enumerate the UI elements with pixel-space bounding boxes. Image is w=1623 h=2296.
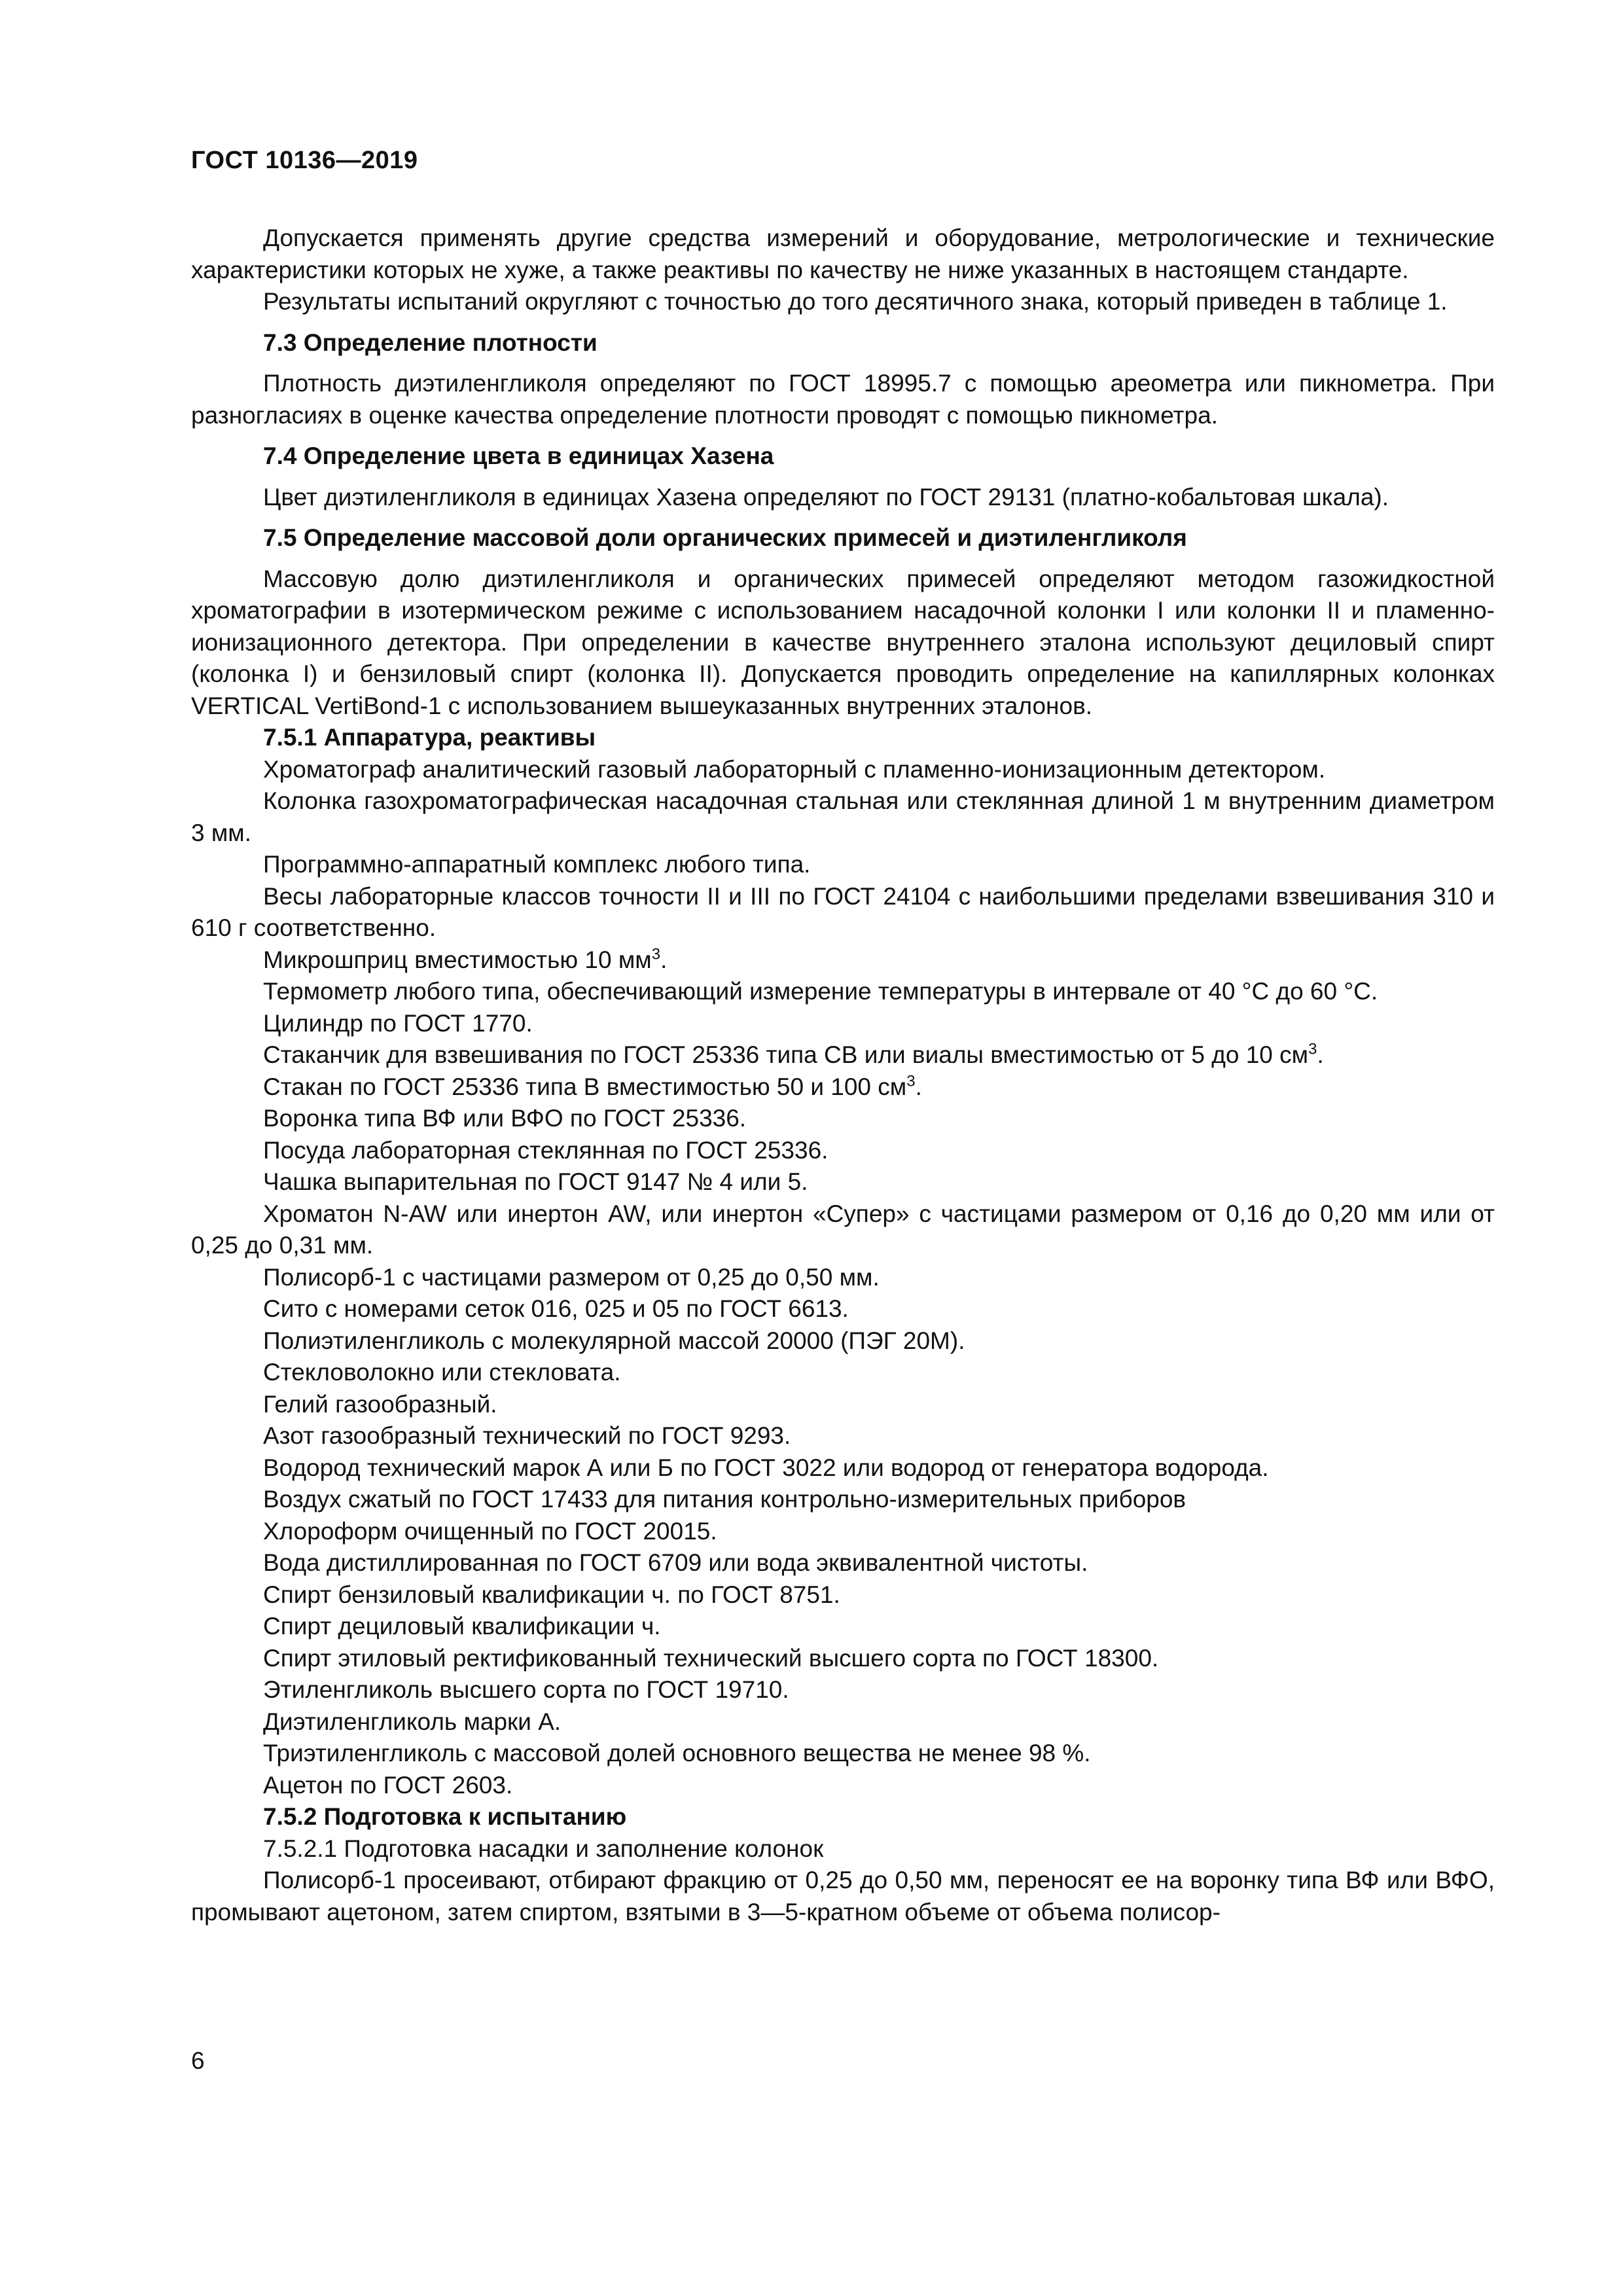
list-item: Гелий газообразный. [263, 1390, 497, 1418]
list-item: Спирт бензиловый квалификации ч. по ГОСТ 8751. [263, 1581, 840, 1608]
list-item-text: . [660, 946, 668, 973]
list-item: Программно-аппаратный комплекс любого типа. [263, 851, 811, 878]
list-item: Воронка типа ВФ или ВФО по ГОСТ 25336. [263, 1105, 747, 1132]
list-item: Стекловолокно или стекловата. [263, 1359, 621, 1386]
section-heading-7-5: 7.5 Определение массовой доли органических примесей и диэтиленгликоля [263, 524, 1187, 551]
list-item: Хроматограф аналитический газовый лабораторный с пламенно-ионизационным детектором. [263, 755, 1326, 783]
list-item: Хроматон N-AW или инертон AW, или инертон «Супер» с частицами размером от 0,16 до 0,20 мм или от 0,25 до 0,31 мм. [191, 1200, 1495, 1259]
list-item: Этиленгликоль высшего сорта по ГОСТ 19710. [263, 1676, 789, 1703]
section-heading-7-5-1: 7.5.1 Аппаратура, реактивы [263, 724, 596, 751]
list-item: Азот газообразный технический по ГОСТ 9293. [263, 1422, 791, 1449]
page-number: 6 [191, 2047, 205, 2074]
paragraph: Полисорб-1 просеивают, отбирают фракцию от 0,25 до 0,50 мм, переносят ее на воронку типа ВФ или ВФО, промывают ацетоном, затем спиртом, взятыми в 3—5-кратном объеме от объема полисор- [191, 1867, 1495, 1926]
list-item: Воздух сжатый по ГОСТ 17433 для питания контрольно-измерительных приборов [263, 1486, 1186, 1513]
list-item-text: Стаканчик для взвешивания по ГОСТ 25336 типа СВ или виалы вместимостью от 5 до 10 см [263, 1041, 1309, 1068]
list-item-text: . [1317, 1041, 1324, 1068]
list-item: Полиэтиленгликоль с молекулярной массой 20000 (ПЭГ 20М). [263, 1327, 965, 1354]
superscript: 3 [651, 945, 661, 963]
list-item [191, 1071, 1495, 1103]
list-item: Ацетон по ГОСТ 2603. [263, 1771, 513, 1799]
paragraph: Цвет диэтиленгликоля в единицах Хазена определяют по ГОСТ 29131 (платно-кобальтовая шкала). [263, 483, 1389, 511]
list-item: Диэтиленгликоль марки А. [263, 1708, 562, 1735]
superscript: 3 [906, 1072, 916, 1090]
list-item: Цилиндр по ГОСТ 1770. [263, 1009, 533, 1037]
page-body [191, 223, 1495, 1928]
list-item [191, 1039, 1495, 1071]
list-item: Хлороформ очищенный по ГОСТ 20015. [263, 1517, 717, 1545]
section-heading-7-4: 7.4 Определение цвета в единицах Хазена [263, 442, 774, 469]
page-header: ГОСТ 10136—2019 [191, 147, 418, 174]
list-item [191, 944, 1495, 977]
section-heading-7-5-2: 7.5.2 Подготовка к испытанию [263, 1803, 627, 1830]
paragraph: Допускается применять другие средства измерений и оборудование, метрологические и технические характеристики которых не хуже, а также реактивы по качеству не ниже указанных в настоящем стандарте. [191, 224, 1495, 283]
paragraph: Массовую долю диэтиленгликоля и органических примесей определяют методом газожидкостной хроматографии в изотермическом режиме с использованием насадочной колонки I или колонки II и пламенно-ионизационного детектора. При определении в качестве внутреннего эталона используют дециловый спирт (колонка I) и бензиловый спирт (колонка II). Допускается проводить определение на капиллярных колонках VERTICAL VertiBond-1 с использованием вышеуказанных внутренних эталонов. [191, 565, 1495, 719]
list-item: Вода дистиллированная по ГОСТ 6709 или вода эквивалентной чистоты. [263, 1549, 1088, 1576]
list-item: Водород технический марок А или Б по ГОСТ 3022 или водород от генератора водорода. [263, 1454, 1269, 1481]
paragraph: Результаты испытаний округляют с точностью до того десятичного знака, который приведен в таблице 1. [263, 288, 1448, 315]
list-item: Триэтиленгликоль с массовой долей основного вещества не менее 98 %. [263, 1740, 1091, 1767]
list-item: Сито с номерами сеток 016, 025 и 05 по ГОСТ 6613. [263, 1295, 849, 1322]
list-item: Спирт этиловый ректификованный технический высшего сорта по ГОСТ 18300. [263, 1644, 1159, 1672]
list-item: Чашка выпарительная по ГОСТ 9147 № 4 или 5. [263, 1168, 808, 1195]
list-item: Спирт дециловый квалификации ч. [263, 1613, 661, 1640]
list-item-text: Стакан по ГОСТ 25336 типа В вместимостью 50 и 100 см [263, 1073, 907, 1100]
list-item: Весы лабораторные классов точности II и III по ГОСТ 24104 с наибольшими пределами взвешивания 310 и 610 г соответственно. [191, 882, 1495, 941]
superscript: 3 [1308, 1040, 1317, 1058]
list-item-text: Микрошприц вместимостью 10 мм [263, 946, 652, 973]
list-item: Посуда лабораторная стеклянная по ГОСТ 25336. [263, 1136, 829, 1164]
subsection-heading-7-5-2-1: 7.5.2.1 Подготовка насадки и заполнение колонок [263, 1835, 824, 1862]
paragraph: Плотность диэтиленгликоля определяют по ГОСТ 18995.7 с помощью ареометра или пикнометра. При разногласиях в оценке качества определение плотности проводят с помощью пикнометра. [191, 370, 1495, 429]
section-heading-7-3: 7.3 Определение плотности [263, 329, 597, 356]
list-item: Полисорб-1 с частицами размером от 0,25 до 0,50 мм. [263, 1263, 880, 1291]
list-item: Колонка газохроматографическая насадочная стальная или стеклянная длиной 1 м внутренним диаметром 3 мм. [191, 787, 1495, 846]
list-item: Термометр любого типа, обеспечивающий измерение температуры в интервале от 40 °С до 60 °С. [263, 978, 1378, 1005]
list-item-text: . [915, 1073, 922, 1100]
